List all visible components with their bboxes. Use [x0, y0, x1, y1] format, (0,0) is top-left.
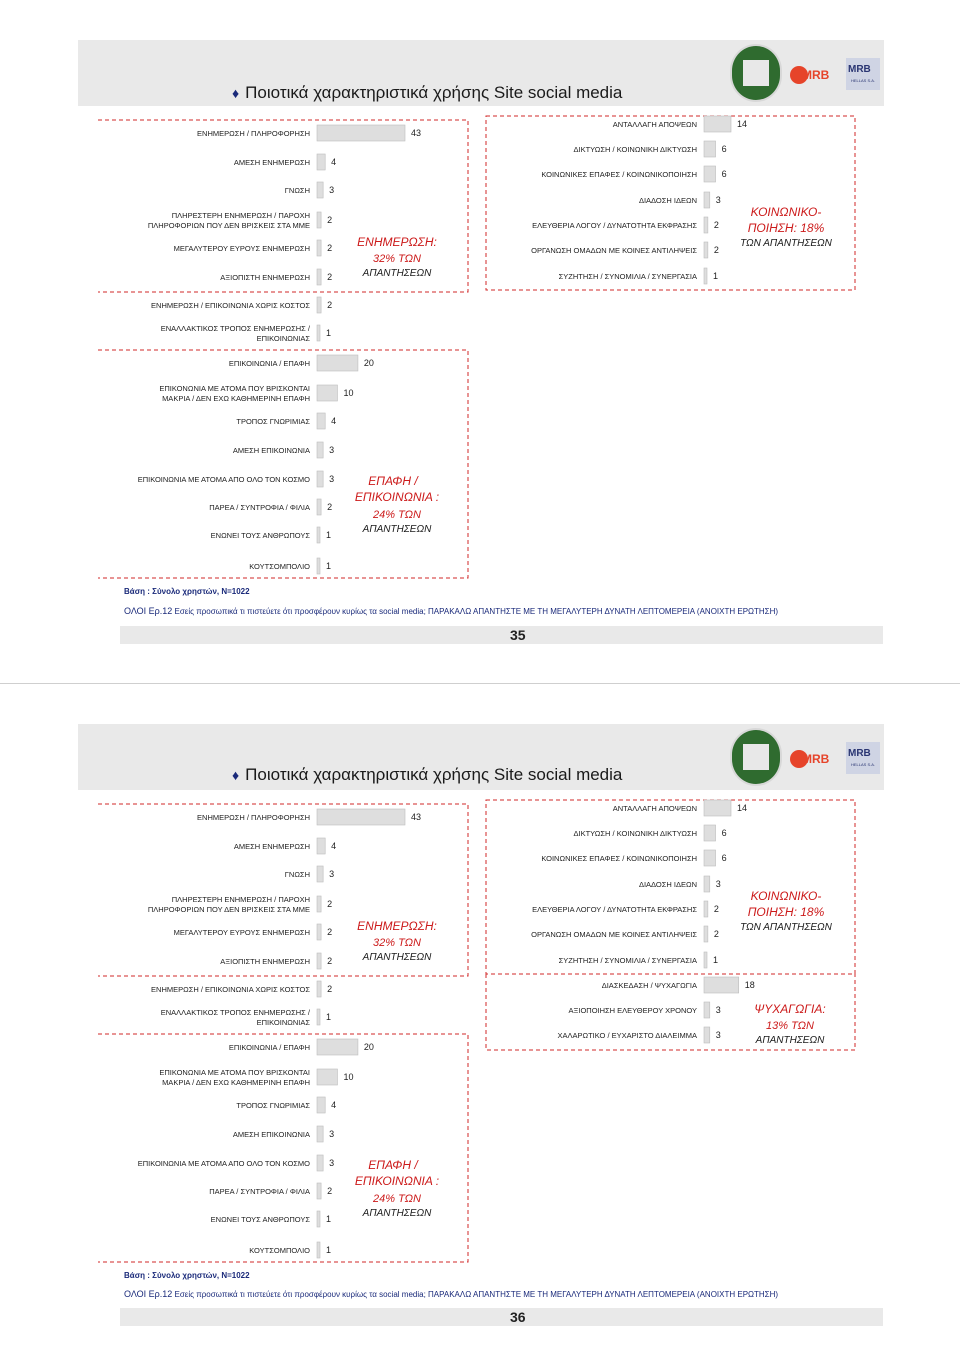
bar-value-left-14: 1 — [326, 530, 332, 540]
page-footer — [120, 626, 883, 644]
page-footer — [120, 1308, 883, 1326]
bar-left-7 — [317, 325, 320, 341]
group-label-epafi-title: ΕΠΑΦΗ / — [368, 474, 418, 488]
bar-label-left-0-0: ΕΝΗΜΕΡΩΣΗ / ΠΛΗΡΟΦΟΡΗΣΗ — [197, 129, 310, 138]
bar-label-left-9-0: ΕΠΙΚΟΝΩΝΙΑ ΜΕ ΑΤΟΜΑ ΠΟΥ ΒΡΙΣΚΟΝΤΑΙ — [159, 1068, 310, 1077]
bar-left-1 — [317, 838, 325, 854]
bar-left-11 — [317, 442, 323, 458]
bar-left-13 — [317, 1183, 321, 1199]
bar-label-right-2: ΚΟΙΝΩΝΙΚΕΣ ΕΠΑΦΕΣ / ΚΟΙΝΩΝΙΚΟΠΟΙΗΣΗ — [541, 170, 697, 179]
bar-right-1 — [704, 141, 716, 157]
question-note — [124, 1289, 804, 1300]
bar-label-left-1-0: ΑΜΕΣΗ ΕΝΗΜΕΡΩΣΗ — [233, 842, 310, 851]
bar-label-right-4: ΕΛΕΥΘΕΡΙΑ ΛΟΓΟΥ / ΔΥΝΑΤΟΤΗΤΑ ΕΚΦΡΑΣΗΣ — [532, 905, 697, 914]
bar-label-left-12-0: ΕΠΙΚΟΙΝΩΝΙΑ ΜΕ ΑΤΟΜΑ ΑΠΟ ΟΛΟ ΤΟΝ ΚΟΣΜΟ — [137, 1159, 310, 1168]
group-label-koinonikopoiisi-title: ΚΟΙΝΩΝΙΚΟ- — [750, 205, 822, 219]
bar-label-right-4: ΕΛΕΥΘΕΡΙΑ ΛΟΓΟΥ / ΔΥΝΑΤΟΤΗΤΑ ΕΚΦΡΑΣΗΣ — [532, 221, 697, 230]
group-label-epafi-title2: ΕΠΙΚΟΙΝΩΝΙΑ : — [354, 1174, 440, 1188]
bar-right-1 — [704, 825, 716, 841]
bar-label-right-8: ΑΞΙΟΠΟΙΗΣΗ ΕΛΕΥΘΕΡΟΥ ΧΡΟΝΟΥ — [568, 1006, 697, 1015]
bar-label-left-11-0: ΑΜΕΣΗ ΕΠΙΚΟΙΝΩΝΙΑ — [232, 446, 310, 455]
bar-right-5 — [704, 926, 708, 942]
slide-title: Ποιοτικά χαρακτηριστικά χρήσης Site social media — [245, 83, 623, 102]
group-label-koinonikopoiisi-share: ΠΟΙΗΣΗ: 18% — [747, 905, 825, 919]
bar-label-left-2-0: ΓΝΩΣΗ — [284, 186, 310, 195]
bar-label-left-5-0: ΑΞΙΟΠΙΣΤΗ ΕΝΗΜΕΡΩΣΗ — [220, 273, 310, 282]
bar-left-9 — [317, 1069, 337, 1085]
bar-left-14 — [317, 527, 320, 543]
bar-value-left-15: 1 — [326, 1245, 332, 1255]
bar-label-right-9: ΧΑΛΑΡΩΤΙΚΟ / ΕΥΧΑΡΙΣΤΟ ΔΙΑΛΕΙΜΜΑ — [557, 1031, 697, 1040]
bar-label-left-5-0: ΑΞΙΟΠΙΣΤΗ ΕΝΗΜΕΡΩΣΗ — [220, 957, 310, 966]
bar-right-3 — [704, 876, 710, 892]
bar-left-10 — [317, 1097, 325, 1113]
bullet-icon: ♦ — [232, 85, 240, 101]
bar-label-left-15-0: ΚΟΥΤΣΟΜΠΟΛΙΟ — [249, 562, 310, 571]
group-label-enimerosi-sub: ΑΠΑΝΤΗΣΕΩΝ — [362, 952, 432, 963]
slide-2 — [0, 684, 960, 1367]
bar-value-right-3: 3 — [715, 195, 721, 205]
bar-value-left-12: 3 — [329, 1158, 335, 1168]
bar-label-left-7-1: ΕΠΙΚΟΙΝΩΝΙΑΣ — [256, 1018, 310, 1027]
bar-value-left-11: 3 — [329, 445, 335, 455]
bar-value-right-4: 2 — [713, 904, 719, 914]
bar-value-left-13: 2 — [327, 502, 333, 512]
bar-value-left-8: 20 — [363, 1042, 374, 1052]
bar-label-left-15-0: ΚΟΥΤΣΟΜΠΟΛΙΟ — [249, 1246, 310, 1255]
bar-right-6 — [704, 952, 707, 968]
group-label-enimerosi-share: 32% ΤΩΝ — [373, 937, 421, 949]
question-text: Εσείς προσωπικά τι πιστεύετε ότι προσφέρουν κυρίως τα social media; ΠΑΡΑΚΑΛΩ ΑΠΑΝΤΗΣΤΕ ΜΕ ΤΗ ΜΕΓΑΛΥΤΕΡΗ ΔΥΝΑΤΗ ΛΕΠΤΟΜΕΡΕΙΑ (ΑΝΟΙΧΤΗ ΕΡΩΤΗΣΗ) — [174, 607, 779, 616]
bar-value-left-0: 43 — [411, 128, 422, 138]
bar-label-left-8-0: ΕΠΙΚΟΙΝΩΝΙΑ / ΕΠΑΦΗ — [228, 1043, 310, 1052]
group-box-enimerosi — [98, 120, 468, 292]
bar-value-right-5: 2 — [713, 929, 719, 939]
bullet-icon: ♦ — [232, 767, 240, 783]
bar-value-left-9: 10 — [343, 388, 354, 398]
bar-value-left-1: 4 — [331, 841, 337, 851]
bar-left-8 — [317, 355, 358, 371]
bar-value-left-4: 2 — [327, 927, 333, 937]
page-number: 35 — [510, 627, 526, 643]
bar-value-left-10: 4 — [331, 416, 337, 426]
bar-label-left-3-1: ΠΛΗΡΟΦΟΡΙΩΝ ΠΟΥ ΔΕΝ ΒΡΙΣΚΕΙΣ ΣΤΑ ΜΜΕ — [147, 221, 310, 230]
bar-left-0 — [317, 125, 405, 141]
group-box-enimerosi — [98, 804, 468, 976]
bar-label-left-7-1: ΕΠΙΚΟΙΝΩΝΙΑΣ — [256, 334, 310, 343]
group-label-enimerosi-title: ΕΝΗΜΕΡΩΣΗ: — [357, 919, 437, 933]
bar-value-right-7: 18 — [744, 980, 755, 990]
bar-value-left-12: 3 — [329, 474, 335, 484]
bar-label-right-1: ΔΙΚΤΥΩΣΗ / ΚΟΙΝΩΝΙΚΗ ΔΙΚΤΥΩΣΗ — [573, 145, 697, 154]
bar-left-12 — [317, 471, 323, 487]
bar-label-left-4-0: ΜΕΓΑΛΥΤΕΡΟΥ ΕΥΡΟΥΣ ΕΝΗΜΕΡΩΣΗ — [173, 928, 310, 937]
hellas-logo-sub: HELLAS S.A. — [851, 78, 876, 83]
hellas-logo-sub: HELLAS S.A. — [851, 762, 876, 767]
bar-left-2 — [317, 182, 323, 198]
bar-right-8 — [704, 1002, 710, 1018]
bar-value-left-5: 2 — [327, 956, 333, 966]
bar-label-right-0: ΑΝΤΑΛΛΑΓΗ ΑΠΟΨΕΩΝ — [612, 120, 697, 129]
slide-1 — [0, 0, 960, 683]
basis-note: Βάση : Σύνολο χρηστών, N=1022 — [124, 1271, 250, 1280]
bar-label-left-14-0: ΕΝΩΝΕΙ ΤΟΥΣ ΑΝΘΡΩΠΟΥΣ — [210, 531, 310, 540]
bar-label-right-3: ΔΙΑΔΟΣΗ ΙΔΕΩΝ — [638, 196, 697, 205]
bar-value-left-7: 1 — [326, 328, 332, 338]
bar-value-right-1: 6 — [721, 144, 727, 154]
page-number: 36 — [510, 1309, 526, 1325]
mrb-logo-text: MRB — [802, 68, 830, 82]
bar-label-left-3-0: ΠΛΗΡΕΣΤΕΡΗ ΕΝΗΜΕΡΩΣΗ / ΠΑΡΟΧΗ — [171, 895, 310, 904]
bar-label-left-12-0: ΕΠΙΚΟΙΝΩΝΙΑ ΜΕ ΑΤΟΜΑ ΑΠΟ ΟΛΟ ΤΟΝ ΚΟΣΜΟ — [137, 475, 310, 484]
mrb-logo-text: MRB — [802, 752, 830, 766]
bar-value-left-6: 2 — [327, 984, 333, 994]
bar-left-12 — [317, 1155, 323, 1171]
bar-right-2 — [704, 850, 716, 866]
group-label-epafi-sub: ΑΠΑΝΤΗΣΕΩΝ — [362, 1208, 432, 1219]
bar-label-left-10-0: ΤΡΟΠΟΣ ΓΝΩΡΙΜΙΑΣ — [236, 417, 310, 426]
bar-right-7 — [704, 977, 739, 993]
bar-label-left-3-0: ΠΛΗΡΕΣΤΕΡΗ ΕΝΗΜΕΡΩΣΗ / ΠΑΡΟΧΗ — [171, 211, 310, 220]
group-label-koinonikopoiisi-title: ΚΟΙΝΩΝΙΚΟ- — [750, 889, 822, 903]
bar-label-left-3-1: ΠΛΗΡΟΦΟΡΙΩΝ ΠΟΥ ΔΕΝ ΒΡΙΣΚΕΙΣ ΣΤΑ ΜΜΕ — [147, 905, 310, 914]
group-label-epafi-share: 24% ΤΩΝ — [373, 509, 421, 521]
bar-right-4 — [704, 901, 708, 917]
bar-label-right-1: ΔΙΚΤΥΩΣΗ / ΚΟΙΝΩΝΙΚΗ ΔΙΚΤΥΩΣΗ — [573, 829, 697, 838]
bar-value-left-2: 3 — [329, 185, 335, 195]
bar-value-right-8: 3 — [715, 1005, 721, 1015]
bar-value-left-10: 4 — [331, 1100, 337, 1110]
bar-value-left-1: 4 — [331, 157, 337, 167]
bar-left-5 — [317, 953, 321, 969]
bar-label-right-6: ΣΥΖΗΤΗΣΗ / ΣΥΝΟΜΙΛΙΑ / ΣΥΝΕΡΓΑΣΙΑ — [558, 956, 697, 965]
bar-label-right-7: ΔΙΑΣΚΕΔΑΣΗ / ΨΥΧΑΓΩΓΙΑ — [601, 981, 697, 990]
bar-right-4 — [704, 217, 708, 233]
bar-value-left-5: 2 — [327, 272, 333, 282]
bar-label-right-0: ΑΝΤΑΛΛΑΓΗ ΑΠΟΨΕΩΝ — [612, 804, 697, 813]
question-text: Εσείς προσωπικά τι πιστεύετε ότι προσφέρουν κυρίως τα social media; ΠΑΡΑΚΑΛΩ ΑΠΑΝΤΗΣΤΕ ΜΕ ΤΗ ΜΕΓΑΛΥΤΕΡΗ ΔΥΝΑΤΗ ΛΕΠΤΟΜΕΡΕΙΑ (ΑΝΟΙΧΤΗ ΕΡΩΤΗΣΗ) — [174, 1290, 779, 1299]
bar-label-right-6: ΣΥΖΗΤΗΣΗ / ΣΥΝΟΜΙΛΙΑ / ΣΥΝΕΡΓΑΣΙΑ — [558, 272, 697, 281]
bar-label-left-9-1: ΜΑΚΡΙΑ / ΔΕΝ ΕΧΩ ΚΑΘΗΜΕΡΙΝΗ ΕΠΑΦΗ — [162, 1078, 310, 1087]
bar-right-3 — [704, 192, 710, 208]
bar-value-right-5: 2 — [713, 245, 719, 255]
question-note — [124, 606, 804, 617]
bar-right-2 — [704, 166, 716, 182]
bar-value-right-1: 6 — [721, 828, 727, 838]
chart-slide-1 — [0, 0, 960, 683]
bar-value-left-3: 2 — [327, 215, 333, 225]
bar-label-left-14-0: ΕΝΩΝΕΙ ΤΟΥΣ ΑΝΘΡΩΠΟΥΣ — [210, 1215, 310, 1224]
bar-left-13 — [317, 499, 321, 515]
bar-value-left-11: 3 — [329, 1129, 335, 1139]
bar-value-left-7: 1 — [326, 1012, 332, 1022]
group-label-koinonikopoiisi-sub: ΤΩΝ ΑΠΑΝΤΗΣΕΩΝ — [740, 238, 832, 249]
group-label-psychagogia-sub: ΑΠΑΝΤΗΣΕΩΝ — [755, 1035, 825, 1046]
bar-value-right-2: 6 — [721, 169, 727, 179]
bar-label-right-5: ΟΡΓΑΝΩΣΗ ΟΜΑΔΩΝ ΜΕ ΚΟΙΝΕΣ ΑΝΤΙΛΗΨΕΙΣ — [531, 246, 697, 255]
group-label-psychagogia-title: ΨΥΧΑΓΩΓΙΑ: — [754, 1002, 826, 1016]
bar-value-right-3: 3 — [715, 879, 721, 889]
bar-label-left-1-0: ΑΜΕΣΗ ΕΝΗΜΕΡΩΣΗ — [233, 158, 310, 167]
bar-left-4 — [317, 924, 321, 940]
group-label-enimerosi-sub: ΑΠΑΝΤΗΣΕΩΝ — [362, 268, 432, 279]
bar-label-left-13-0: ΠΑΡΕΑ / ΣΥΝΤΡΟΦΙΑ / ΦΙΛΙΑ — [209, 503, 310, 512]
bar-right-9 — [704, 1027, 710, 1043]
bar-left-8 — [317, 1039, 358, 1055]
hellas-logo-text: MRB — [848, 64, 871, 75]
bar-label-left-6-0: ΕΝΗΜΕΡΩΣΗ / ΕΠΙΚΟΙΝΩΝΙΑ ΧΩΡΙΣ ΚΟΣΤΟΣ — [151, 301, 310, 310]
chart-slide-2 — [0, 684, 960, 1367]
bar-left-14 — [317, 1211, 320, 1227]
bar-left-9 — [317, 385, 337, 401]
bar-value-left-2: 3 — [329, 869, 335, 879]
bar-label-left-2-0: ΓΝΩΣΗ — [284, 870, 310, 879]
bar-right-5 — [704, 242, 708, 258]
bar-left-10 — [317, 413, 325, 429]
group-label-koinonikopoiisi-sub: ΤΩΝ ΑΠΑΝΤΗΣΕΩΝ — [740, 922, 832, 933]
bar-left-2 — [317, 866, 323, 882]
bar-value-right-0: 14 — [737, 119, 748, 129]
bar-label-right-3: ΔΙΑΔΟΣΗ ΙΔΕΩΝ — [638, 880, 697, 889]
bar-label-right-2: ΚΟΙΝΩΝΙΚΕΣ ΕΠΑΦΕΣ / ΚΟΙΝΩΝΙΚΟΠΟΙΗΣΗ — [541, 854, 697, 863]
bar-label-left-11-0: ΑΜΕΣΗ ΕΠΙΚΟΙΝΩΝΙΑ — [232, 1130, 310, 1139]
bar-value-left-6: 2 — [327, 300, 333, 310]
bar-label-left-13-0: ΠΑΡΕΑ / ΣΥΝΤΡΟΦΙΑ / ΦΙΛΙΑ — [209, 1187, 310, 1196]
bar-label-right-5: ΟΡΓΑΝΩΣΗ ΟΜΑΔΩΝ ΜΕ ΚΟΙΝΕΣ ΑΝΤΙΛΗΨΕΙΣ — [531, 930, 697, 939]
bar-left-6 — [317, 297, 321, 313]
group-label-epafi-share: 24% ΤΩΝ — [373, 1193, 421, 1205]
bar-value-left-8: 20 — [363, 358, 374, 368]
bar-value-right-6: 1 — [713, 271, 719, 281]
group-label-enimerosi-title: ΕΝΗΜΕΡΩΣΗ: — [357, 235, 437, 249]
bar-value-right-9: 3 — [715, 1030, 721, 1040]
bar-label-left-8-0: ΕΠΙΚΟΙΝΩΝΙΑ / ΕΠΑΦΗ — [228, 359, 310, 368]
bar-value-left-15: 1 — [326, 561, 332, 571]
group-label-epafi-title: ΕΠΑΦΗ / — [368, 1158, 418, 1172]
bar-left-4 — [317, 240, 321, 256]
group-label-koinonikopoiisi-share: ΠΟΙΗΣΗ: 18% — [747, 221, 825, 235]
bar-value-left-13: 2 — [327, 1186, 333, 1196]
bar-left-1 — [317, 154, 325, 170]
bar-left-11 — [317, 1126, 323, 1142]
group-label-enimerosi-share: 32% ΤΩΝ — [373, 253, 421, 265]
bar-label-left-9-0: ΕΠΙΚΟΝΩΝΙΑ ΜΕ ΑΤΟΜΑ ΠΟΥ ΒΡΙΣΚΟΝΤΑΙ — [159, 384, 310, 393]
bar-left-3 — [317, 212, 321, 228]
basis-note: Βάση : Σύνολο χρηστών, N=1022 — [124, 587, 250, 596]
bar-left-7 — [317, 1009, 320, 1025]
bar-value-left-0: 43 — [411, 812, 422, 822]
group-label-psychagogia-share: 13% ΤΩΝ — [766, 1020, 814, 1032]
bar-value-left-14: 1 — [326, 1214, 332, 1224]
group-label-epafi-sub: ΑΠΑΝΤΗΣΕΩΝ — [362, 524, 432, 535]
bar-value-right-6: 1 — [713, 955, 719, 965]
bar-value-right-2: 6 — [721, 853, 727, 863]
bar-right-0 — [704, 116, 731, 132]
bar-label-left-10-0: ΤΡΟΠΟΣ ΓΝΩΡΙΜΙΑΣ — [236, 1101, 310, 1110]
bar-label-left-9-1: ΜΑΚΡΙΑ / ΔΕΝ ΕΧΩ ΚΑΘΗΜΕΡΙΝΗ ΕΠΑΦΗ — [162, 394, 310, 403]
bar-value-right-4: 2 — [713, 220, 719, 230]
bar-left-6 — [317, 981, 321, 997]
bar-left-15 — [317, 558, 320, 574]
bar-left-0 — [317, 809, 405, 825]
bar-label-left-6-0: ΕΝΗΜΕΡΩΣΗ / ΕΠΙΚΟΙΝΩΝΙΑ ΧΩΡΙΣ ΚΟΣΤΟΣ — [151, 985, 310, 994]
question-prefix: ΟΛΟΙ Ερ.12 — [124, 1289, 173, 1299]
bar-right-6 — [704, 268, 707, 284]
slide-title: Ποιοτικά χαρακτηριστικά χρήσης Site social media — [245, 765, 623, 784]
bar-label-left-7-0: ΕΝΑΛΛΑΚΤΙΚΟΣ ΤΡΟΠΟΣ ΕΝΗΜΕΡΩΣΗΣ / — [160, 324, 310, 333]
bar-left-15 — [317, 1242, 320, 1258]
bar-label-left-7-0: ΕΝΑΛΛΑΚΤΙΚΟΣ ΤΡΟΠΟΣ ΕΝΗΜΕΡΩΣΗΣ / — [160, 1008, 310, 1017]
bar-value-left-4: 2 — [327, 243, 333, 253]
bar-left-3 — [317, 896, 321, 912]
bar-value-left-9: 10 — [343, 1072, 354, 1082]
bar-right-0 — [704, 800, 731, 816]
bar-label-left-4-0: ΜΕΓΑΛΥΤΕΡΟΥ ΕΥΡΟΥΣ ΕΝΗΜΕΡΩΣΗ — [173, 244, 310, 253]
bar-value-left-3: 2 — [327, 899, 333, 909]
bar-value-right-0: 14 — [737, 803, 748, 813]
question-prefix: ΟΛΟΙ Ερ.12 — [124, 606, 173, 616]
hellas-logo-text: MRB — [848, 748, 871, 759]
bar-left-5 — [317, 269, 321, 285]
group-label-epafi-title2: ΕΠΙΚΟΙΝΩΝΙΑ : — [354, 490, 440, 504]
bar-label-left-0-0: ΕΝΗΜΕΡΩΣΗ / ΠΛΗΡΟΦΟΡΗΣΗ — [197, 813, 310, 822]
